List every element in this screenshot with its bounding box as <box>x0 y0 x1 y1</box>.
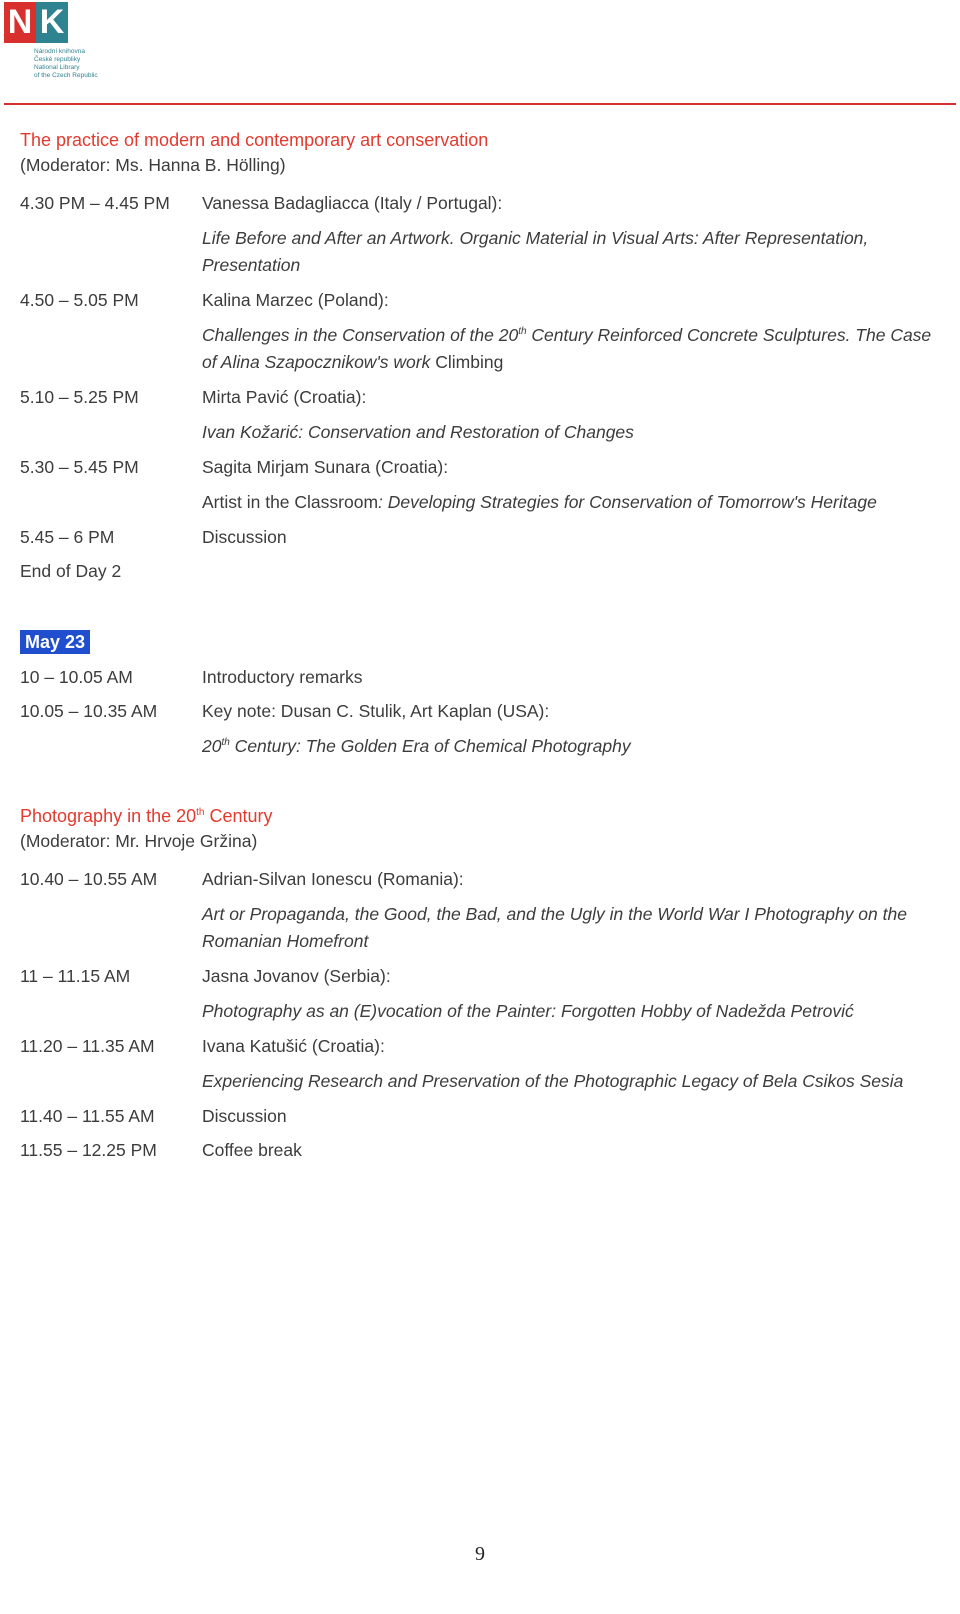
logo-caption-line: National Library <box>34 64 80 71</box>
schedule-row <box>20 1137 940 1163</box>
schedule-row <box>20 1033 940 1095</box>
session-time: 11.55 – 12.25 PM <box>20 1140 157 1160</box>
schedule-row <box>20 963 940 1025</box>
logo-caption-line: České republiky <box>34 56 81 63</box>
speaker: Introductory remarks <box>202 667 363 687</box>
talk-title: Ivan Kožarić: Conservation and Restoration of Changes <box>202 422 634 442</box>
talk-title: Life Before and After an Artwork. Organic Material in Visual Arts: After Representation, Presentation <box>202 228 869 275</box>
session-time: 5.30 – 5.45 PM <box>20 457 139 477</box>
speaker: Vanessa Badagliacca (Italy / Portugal): <box>202 193 503 213</box>
session-time: 4.50 – 5.05 PM <box>20 290 139 310</box>
schedule-row <box>20 664 940 690</box>
logo-letter-k: K <box>36 2 68 43</box>
schedule-row <box>20 287 940 376</box>
logo-caption-line: of the Czech Republic <box>34 72 98 79</box>
schedule-row <box>20 698 940 760</box>
schedule-row <box>20 190 940 279</box>
schedule-row <box>20 1103 940 1129</box>
session-time: 4.30 PM – 4.45 PM <box>20 193 170 213</box>
speaker: Key note: Dusan C. Stulik, Art Kaplan (USA): <box>202 701 550 721</box>
programme-content <box>20 128 940 1171</box>
section-title: The practice of modern and contemporary art conservation <box>20 130 489 150</box>
speaker: Adrian-Silvan Ionescu (Romania): <box>202 869 464 889</box>
session-time: 11.40 – 11.55 AM <box>20 1106 155 1126</box>
speaker: Kalina Marzec (Poland): <box>202 290 389 310</box>
speaker: Sagita Mirjam Sunara (Croatia): <box>202 457 449 477</box>
session-time: 10.40 – 10.55 AM <box>20 869 158 889</box>
talk-title: Experiencing Research and Preservation of the Photographic Legacy of Bela Csikos Sesia <box>202 1071 904 1091</box>
schedule-row <box>20 866 940 955</box>
talk-title: Artist in the Classroom: Developing Strategies for Conservation of Tomorrow's Heritage <box>202 492 877 512</box>
speaker: Coffee break <box>202 1140 302 1160</box>
talk-title: Challenges in the Conservation of the 20th Century Reinforced Concrete Sculptures. The Case of Alina Szapocznikow's work Climbing <box>202 325 932 372</box>
logo-letter-n: N <box>4 2 36 43</box>
schedule-row <box>20 384 940 446</box>
section-moderator: (Moderator: Ms. Hanna B. Hölling) <box>20 155 286 175</box>
logo-caption <box>34 48 124 80</box>
section-title: Photography in the 20th Century <box>20 806 273 826</box>
session-time: 10 – 10.05 AM <box>20 667 133 687</box>
speaker: Jasna Jovanov (Serbia): <box>202 966 391 986</box>
schedule-row <box>20 454 940 516</box>
session-time: 10.05 – 10.35 AM <box>20 701 158 721</box>
session-time: 11 – 11.15 AM <box>20 966 131 986</box>
speaker: Discussion <box>202 527 287 547</box>
day-heading: May 23 <box>20 630 90 654</box>
schedule-row <box>20 524 940 550</box>
library-logo <box>4 2 124 88</box>
header-divider <box>4 103 956 105</box>
session-time: 11.20 – 11.35 AM <box>20 1036 155 1056</box>
speaker: Ivana Katušić (Croatia): <box>202 1036 385 1056</box>
talk-title: 20th Century: The Golden Era of Chemical Photography <box>202 736 631 756</box>
page-number: 9 <box>475 1543 485 1565</box>
session-time: 5.45 – 6 PM <box>20 527 115 547</box>
section-moderator: (Moderator: Mr. Hrvoje Gržina) <box>20 831 258 851</box>
session-time: 5.10 – 5.25 PM <box>20 387 139 407</box>
talk-title: Photography as an (E)vocation of the Painter: Forgotten Hobby of Nadežda Petrović <box>202 1001 854 1021</box>
speaker: Discussion <box>202 1106 287 1126</box>
logo-caption-line: Národní knihovna <box>34 48 85 55</box>
end-of-day-note: End of Day 2 <box>20 561 122 581</box>
speaker: Mirta Pavić (Croatia): <box>202 387 367 407</box>
talk-title: Art or Propaganda, the Good, the Bad, and the Ugly in the World War I Photography on the Romanian Homefront <box>202 904 907 951</box>
